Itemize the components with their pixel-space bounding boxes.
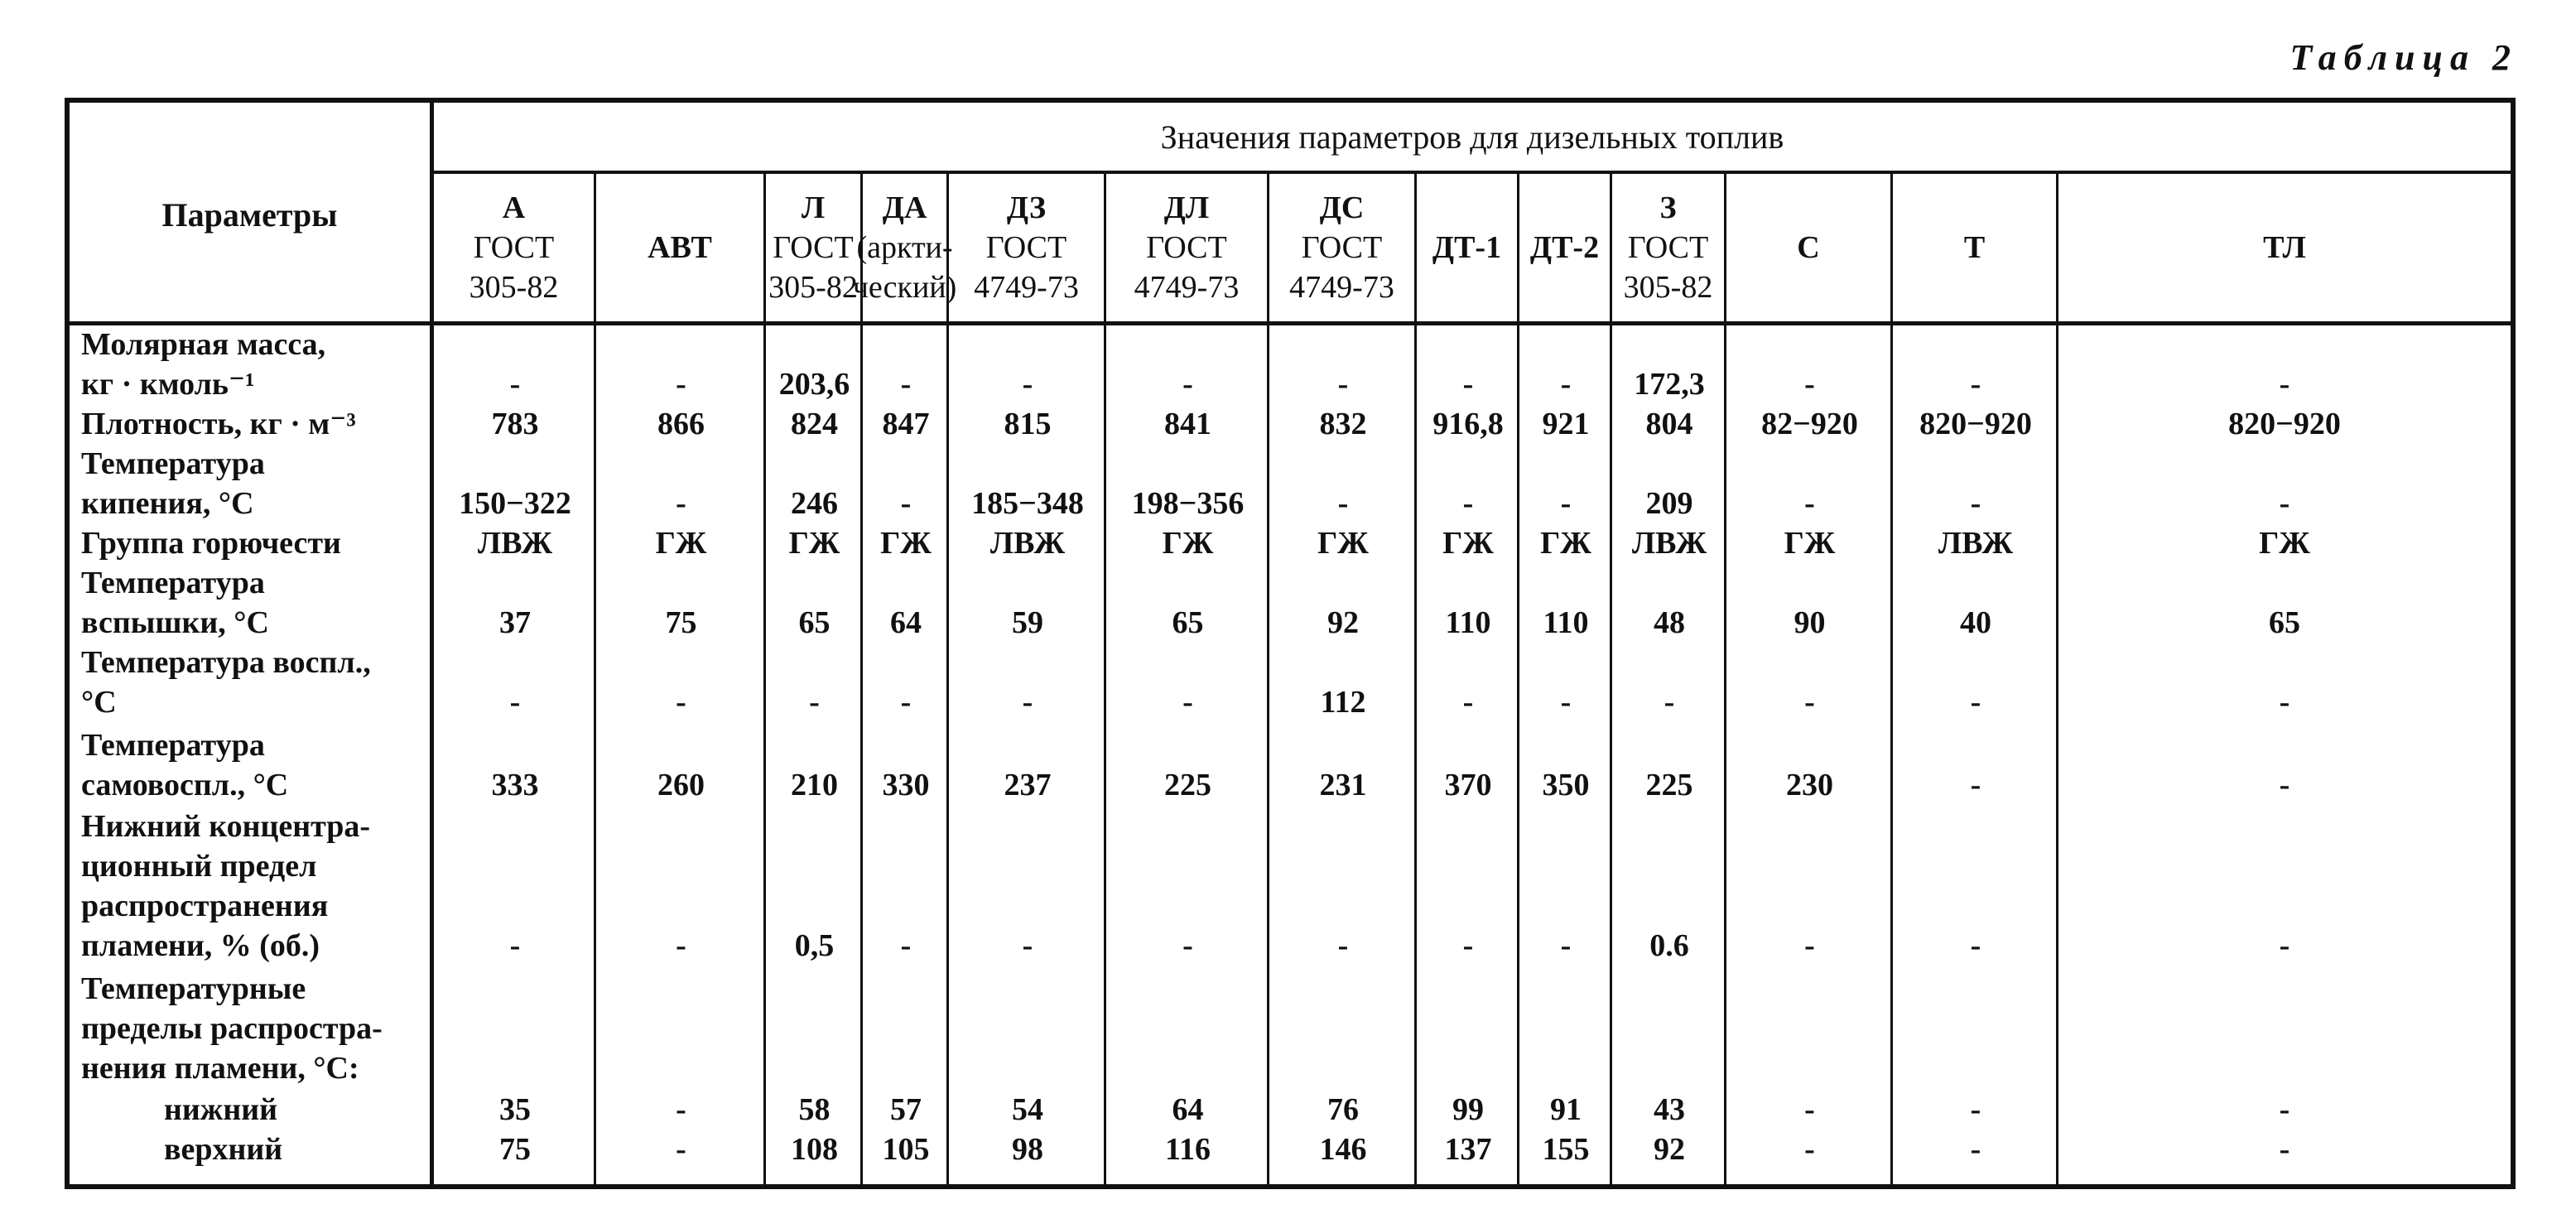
fuel-name: ТЛ	[2263, 230, 2306, 265]
fuel-name: ДТ-2	[1529, 230, 1600, 265]
column-divider	[1104, 321, 1106, 1184]
fuel-standard: 4749-73	[974, 270, 1079, 305]
value-cell: ГЖ	[655, 526, 707, 561]
value-cell: 370	[1444, 768, 1492, 802]
table-caption: Таблица 2	[2290, 37, 2518, 78]
column-divider	[1414, 321, 1417, 1184]
value-cell: 58	[798, 1092, 831, 1127]
value-cell: 59	[1012, 605, 1043, 640]
value-cell: 48	[1654, 605, 1685, 640]
parameter-label: Молярная масса,	[81, 327, 326, 362]
value-cell: 209	[1645, 486, 1693, 521]
fuel-column-header	[2058, 174, 2511, 321]
value-cell: -	[900, 928, 912, 963]
value-cell: ГЖ	[2259, 526, 2310, 561]
value-cell: 65	[2269, 605, 2300, 640]
column-divider	[2056, 321, 2058, 1184]
params-header-label: Параметры	[161, 196, 338, 234]
value-cell: 155	[1542, 1132, 1590, 1167]
parameter-label: Плотность, кг · м⁻³	[81, 407, 356, 441]
value-cell: 92	[1327, 605, 1359, 640]
value-cell: -	[676, 486, 686, 521]
value-cell: 99	[1452, 1092, 1484, 1127]
value-cell: ЛВЖ	[1631, 526, 1707, 561]
value-cell: -	[676, 685, 686, 720]
value-cell: -	[1337, 928, 1349, 963]
value-cell: 225	[1164, 768, 1211, 802]
value-cell: -	[1804, 1092, 1815, 1127]
value-cell: 815	[1004, 407, 1052, 441]
parameter-label: самовоспл., °С	[81, 768, 289, 802]
value-cell: 91	[1550, 1092, 1582, 1127]
value-cell: 921	[1542, 407, 1590, 441]
value-cell: -	[1462, 928, 1474, 963]
fuel-standard: ГОСТ	[985, 230, 1067, 265]
value-cell: -	[1970, 685, 1981, 720]
value-cell: ЛВЖ	[989, 526, 1066, 561]
value-cell: -	[676, 1092, 686, 1127]
value-cell: 112	[1320, 685, 1366, 720]
parameter-label: Температура	[81, 446, 265, 481]
value-cell: 0,5	[794, 928, 835, 963]
value-cell: -	[1970, 367, 1981, 402]
value-cell: 137	[1444, 1132, 1492, 1167]
fuel-column-header	[434, 174, 596, 321]
value-cell: 54	[1012, 1092, 1043, 1127]
parameter-label: верхний	[164, 1132, 283, 1167]
value-cell: 43	[1654, 1092, 1685, 1127]
value-cell: -	[2279, 928, 2290, 963]
value-cell: 841	[1164, 407, 1211, 441]
value-cell: ГЖ	[1317, 526, 1369, 561]
value-cell: -	[1560, 486, 1572, 521]
parameter-label: Нижний концентра-	[81, 809, 371, 844]
value-cell: 98	[1012, 1132, 1043, 1167]
fuel-column-header	[1726, 174, 1893, 321]
value-cell: 150−322	[459, 486, 571, 521]
value-cell: -	[900, 367, 912, 402]
parameter-label: вспышки, °С	[81, 605, 269, 640]
parameter-label: °С	[81, 685, 117, 720]
value-cell: 230	[1786, 768, 1833, 802]
value-cell: 333	[491, 768, 539, 802]
parameter-label: пламени, % (об.)	[81, 928, 320, 963]
fuel-column-header	[852, 174, 957, 321]
value-cell: -	[1022, 928, 1033, 963]
value-cell: -	[2279, 768, 2290, 802]
value-cell: -	[1970, 1132, 1981, 1167]
value-cell: 35	[499, 1092, 531, 1127]
fuel-column-header	[1612, 174, 1726, 321]
fuel-standard: 305-82	[768, 270, 858, 305]
value-cell: ГЖ	[1784, 526, 1836, 561]
column-divider	[594, 321, 596, 1184]
value-cell: -	[1462, 486, 1474, 521]
parameter-label: пределы распростра-	[81, 1011, 383, 1046]
values-group-label: Значения параметров для дизельных топлив	[1160, 118, 1784, 156]
value-cell: 105	[882, 1132, 930, 1167]
fuel-name: ДА	[882, 190, 927, 225]
value-cell: 820−920	[1919, 407, 2032, 441]
fuel-column-header	[949, 174, 1106, 321]
value-cell: -	[1970, 928, 1981, 963]
value-cell: -	[1182, 928, 1193, 963]
value-cell: 92	[1654, 1132, 1685, 1167]
value-cell: 847	[882, 407, 930, 441]
fuel-standard: ГОСТ	[473, 230, 555, 265]
fuel-name: З	[1659, 190, 1677, 225]
value-cell: -	[1182, 685, 1193, 720]
column-divider	[1724, 321, 1726, 1184]
value-cell: 260	[657, 768, 705, 802]
value-cell: 824	[791, 407, 838, 441]
value-cell: 110	[1445, 605, 1491, 640]
value-cell: -	[1970, 1092, 1981, 1127]
value-cell: -	[676, 928, 686, 963]
fuel-column-header	[1519, 174, 1612, 321]
value-cell: 0.6	[1649, 928, 1689, 963]
value-cell: ГЖ	[1442, 526, 1494, 561]
parameter-label: Группа горючести	[81, 526, 341, 561]
column-divider	[860, 321, 863, 1184]
value-cell: 916,8	[1432, 407, 1504, 441]
fuel-name: Л	[801, 190, 826, 225]
table-header	[70, 103, 2511, 325]
value-cell: 203,6	[778, 367, 850, 402]
value-cell: -	[2279, 1132, 2290, 1167]
parameter-label: распространения	[81, 889, 329, 923]
parameter-label: Температурные	[81, 971, 306, 1006]
value-cell: 116	[1165, 1132, 1211, 1167]
value-cell: 65	[798, 605, 831, 640]
fuel-column-header	[1106, 174, 1269, 321]
value-cell: 75	[499, 1132, 531, 1167]
fuel-name: С	[1797, 230, 1820, 265]
parameter-label: кг · кмоль⁻¹	[81, 367, 255, 402]
value-cell: ГЖ	[880, 526, 932, 561]
parameter-label: кипения, °С	[81, 486, 254, 521]
column-divider	[1267, 321, 1269, 1184]
column-divider	[763, 321, 766, 1184]
value-cell: 804	[1645, 407, 1693, 441]
value-cell: ГЖ	[1540, 526, 1591, 561]
parameter-label: Температура воспл.,	[81, 645, 371, 680]
value-cell: 108	[791, 1132, 838, 1167]
value-cell: -	[1804, 928, 1815, 963]
value-cell: -	[1804, 486, 1815, 521]
value-cell: 350	[1542, 768, 1590, 802]
column-divider	[1517, 321, 1519, 1184]
fuel-standard: ческий)	[852, 270, 957, 305]
value-cell: 783	[491, 407, 539, 441]
value-cell: 110	[1543, 605, 1589, 640]
value-cell: ЛВЖ	[477, 526, 553, 561]
value-cell: 210	[791, 768, 838, 802]
fuel-standard: ГОСТ	[1146, 230, 1227, 265]
fuel-name: Т	[1963, 230, 1986, 265]
params-column-header	[70, 103, 434, 321]
value-cell: 225	[1645, 768, 1693, 802]
value-cell: ЛВЖ	[1938, 526, 2014, 561]
fuel-standard: ГОСТ	[773, 230, 854, 265]
value-cell: 65	[1172, 605, 1204, 640]
value-cell: -	[900, 685, 912, 720]
value-cell: -	[676, 1132, 686, 1167]
value-cell: -	[809, 685, 820, 720]
parameter-label: Температура	[81, 566, 265, 600]
value-cell: -	[1804, 367, 1815, 402]
value-cell: 82−920	[1761, 407, 1858, 441]
value-cell: -	[1804, 685, 1815, 720]
fuel-standard: 305-82	[1623, 270, 1713, 305]
fuel-name: ДЛ	[1163, 190, 1210, 225]
value-cell: -	[1022, 685, 1033, 720]
value-cell: -	[509, 685, 521, 720]
value-cell: 57	[890, 1092, 922, 1127]
value-cell: -	[900, 486, 912, 521]
value-cell: -	[1804, 1132, 1815, 1167]
value-cell: 832	[1319, 407, 1367, 441]
value-cell: 64	[1172, 1092, 1204, 1127]
value-cell: 866	[657, 407, 705, 441]
value-cell: -	[676, 367, 686, 402]
fuel-standard: (аркти-	[856, 230, 953, 265]
column-divider	[946, 321, 949, 1184]
column-divider	[1890, 321, 1893, 1184]
fuel-standard: ГОСТ	[1301, 230, 1383, 265]
fuel-column-header	[766, 174, 863, 321]
value-cell: 237	[1004, 768, 1052, 802]
value-cell: -	[1664, 685, 1675, 720]
value-cell: 76	[1327, 1092, 1359, 1127]
fuel-name: АВТ	[648, 230, 712, 265]
fuel-standard: 4749-73	[1134, 270, 1240, 305]
value-cell: -	[1560, 928, 1572, 963]
value-cell: ГЖ	[1162, 526, 1214, 561]
parameter-label: нижний	[164, 1092, 278, 1127]
value-cell: -	[1560, 685, 1572, 720]
value-cell: -	[1970, 486, 1981, 521]
value-cell: -	[2279, 486, 2290, 521]
value-cell: -	[2279, 685, 2290, 720]
value-cell: 231	[1319, 768, 1367, 802]
value-cell: 172,3	[1634, 367, 1705, 402]
value-cell: 198−356	[1131, 486, 1245, 521]
value-cell: -	[1462, 685, 1474, 720]
value-cell: 75	[665, 605, 697, 640]
value-cell: 820−920	[2228, 407, 2341, 441]
fuel-column-header	[1417, 174, 1519, 321]
table-body	[70, 321, 2511, 1184]
value-cell: 185−348	[971, 486, 1084, 521]
column-divider	[1610, 321, 1612, 1184]
value-cell: 146	[1319, 1132, 1367, 1167]
value-cell: 40	[1960, 605, 1991, 640]
parameter-label: ционный предел	[81, 849, 317, 884]
parameter-label: нения пламени, °С:	[81, 1051, 359, 1086]
value-cell: -	[1560, 367, 1572, 402]
value-cell: -	[1022, 367, 1033, 402]
value-cell: -	[1182, 367, 1193, 402]
fuel-standard: ГОСТ	[1627, 230, 1709, 265]
value-cell: -	[2279, 367, 2290, 402]
value-cell: ГЖ	[788, 526, 840, 561]
fuel-name: ДЗ	[1006, 190, 1047, 225]
values-group-header	[434, 103, 2511, 174]
fuel-name: А	[502, 190, 526, 225]
value-cell: 37	[499, 605, 531, 640]
value-cell: -	[1462, 367, 1474, 402]
fuel-column-header	[1269, 174, 1417, 321]
parameter-label: Температура	[81, 728, 265, 763]
value-cell: -	[2279, 1092, 2290, 1127]
fuel-standard: 4749-73	[1289, 270, 1394, 305]
fuel-standard: 305-82	[469, 270, 559, 305]
value-cell: 330	[882, 768, 930, 802]
value-cell: -	[1970, 768, 1981, 802]
fuel-name: ДС	[1319, 190, 1365, 225]
value-cell: 90	[1794, 605, 1826, 640]
fuel-column-header	[1893, 174, 2058, 321]
fuel-parameters-table	[65, 98, 2516, 1189]
value-cell: 64	[890, 605, 922, 640]
value-cell: 246	[791, 486, 838, 521]
fuel-name: ДТ-1	[1432, 230, 1502, 265]
value-cell: -	[1337, 486, 1349, 521]
fuel-column-header	[596, 174, 766, 321]
value-cell: -	[509, 928, 521, 963]
value-cell: -	[509, 367, 521, 402]
value-cell: -	[1337, 367, 1349, 402]
